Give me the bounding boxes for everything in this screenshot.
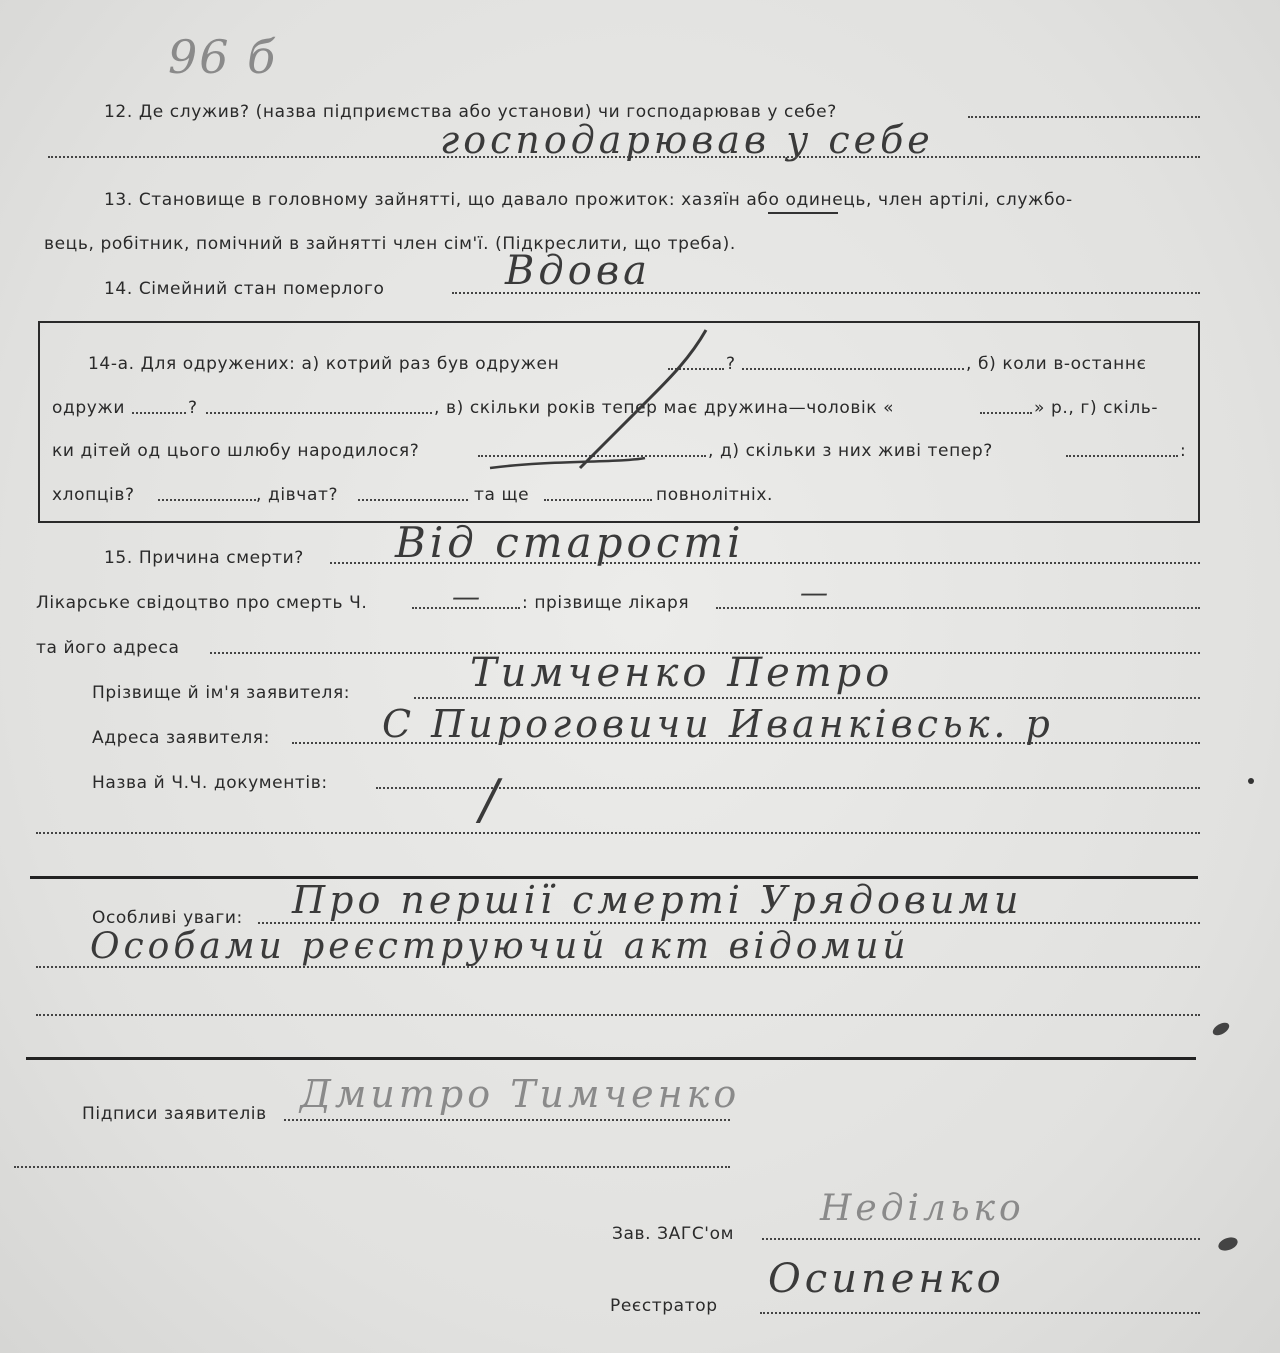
q14a-line2b: ? xyxy=(188,398,198,418)
q13-line1: 13. Становище в головному зайнятті, що давало прожиток: хазяїн або одинець, член артілі, службо- xyxy=(104,190,1073,210)
q14a-dots-adults xyxy=(544,499,652,501)
q12-answer: господарював у себе xyxy=(440,118,934,162)
q14a-line4d: повнолітніх. xyxy=(656,485,774,505)
signatures-dots xyxy=(284,1119,730,1121)
q14a-dots-girls xyxy=(358,499,468,501)
signatures-label: Підписи заявителів xyxy=(82,1104,267,1124)
archive-number: 96 б xyxy=(168,30,278,84)
medical-dots-doctor xyxy=(716,607,1200,609)
q14-answer: Вдова xyxy=(505,248,651,294)
box-cross-out-stroke xyxy=(470,318,730,498)
q14a-dots-children-alive xyxy=(1066,455,1178,457)
applicant-address-label: Адреса заявителя: xyxy=(92,728,270,748)
section-divider-2 xyxy=(26,1057,1196,1060)
signatures-dots-2 xyxy=(14,1166,730,1168)
q15-answer: Від старості xyxy=(395,518,745,567)
q13-line2: вець, робітник, помічний в зайнятті член сім'ї. (Підкреслити, що треба). xyxy=(44,234,736,254)
q14a-line1b: ? xyxy=(726,354,736,374)
q15-label: 15. Причина смерти? xyxy=(104,548,304,568)
applicant-answer: Тимченко Петро xyxy=(470,650,894,696)
ink-dot xyxy=(1248,778,1254,784)
medical-label1: Лікарське свідоцтво про смерть Ч. xyxy=(36,593,368,613)
q13-underline-hazyain xyxy=(768,212,838,214)
q14a-line3a: ки дітей од цього шлюбу народилося? xyxy=(52,441,420,461)
notes-line2: Особами реєструючий акт відомий xyxy=(90,926,910,967)
applicant-label: Прізвище й ім'я заявителя: xyxy=(92,683,351,703)
q14a-dots-last-married xyxy=(742,368,964,370)
applicant-address-answer: С Пироговичи Иванківськ. р xyxy=(382,702,1054,746)
notes-dots-1 xyxy=(258,922,1200,924)
q12-label: 12. Де служив? (назва підприємства або установи) чи господарював у себе? xyxy=(104,102,837,122)
q14a-line3b: , д) скільки з них живі тепер? xyxy=(708,441,993,461)
notes-line1: Про першії смерті Урядовими xyxy=(292,878,1023,922)
zags-label: Зав. ЗАГС'ом xyxy=(612,1224,735,1244)
documents-label: Назва й Ч.Ч. документів: xyxy=(92,773,328,793)
zags-dots xyxy=(762,1238,1200,1240)
q14a-line2c: , в) скільки років тепер має дружина—чоловік « xyxy=(434,398,895,418)
q14a-dots-boys xyxy=(158,499,256,501)
q14a-dots-spouse-age xyxy=(980,412,1032,414)
applicant-dots xyxy=(414,697,1200,699)
q14-label: 14. Сімейний стан померлого xyxy=(104,279,385,299)
q14a-dots-married-a xyxy=(132,412,186,414)
registrar-dots xyxy=(760,1312,1200,1314)
q14a-line4a: хлопців? xyxy=(52,485,135,505)
q12-dotted-line xyxy=(968,116,1200,118)
q14a-line4b: , дівчат? xyxy=(256,485,339,505)
documents-dots-2 xyxy=(36,832,1200,834)
q14a-line4c: та ще xyxy=(474,485,530,505)
medical-answer1: — xyxy=(452,580,484,613)
notes-dots-3 xyxy=(36,1014,1200,1016)
q12-answer-line xyxy=(48,156,1200,158)
q14a-dots-married-b xyxy=(206,412,432,414)
signatures-value: Дмитро Тимченко xyxy=(300,1072,741,1116)
medical-answer2: — xyxy=(800,576,832,609)
q14a-line1a: 14-а. Для одружених: а) котрий раз був одружен xyxy=(88,354,560,374)
address-label: та його адреса xyxy=(36,638,180,658)
ink-blot-1 xyxy=(1211,1020,1232,1038)
registrar-label: Реєстратор xyxy=(610,1296,718,1316)
zags-signature: Неділько xyxy=(820,1188,1025,1229)
q14a-line1c: , б) коли в-останнє xyxy=(966,354,1147,374)
q14a-line2d: » р., г) скіль- xyxy=(1034,398,1159,418)
notes-label: Особливі уваги: xyxy=(92,908,243,928)
medical-label2: : прізвище лікаря xyxy=(522,593,690,613)
q14a-line3c: : xyxy=(1180,441,1187,461)
q14a-line2a: одружи xyxy=(52,398,125,418)
registrar-signature: Осипенко xyxy=(768,1256,1005,1302)
documents-answer: / xyxy=(480,768,503,831)
ink-blot-2 xyxy=(1217,1235,1240,1253)
